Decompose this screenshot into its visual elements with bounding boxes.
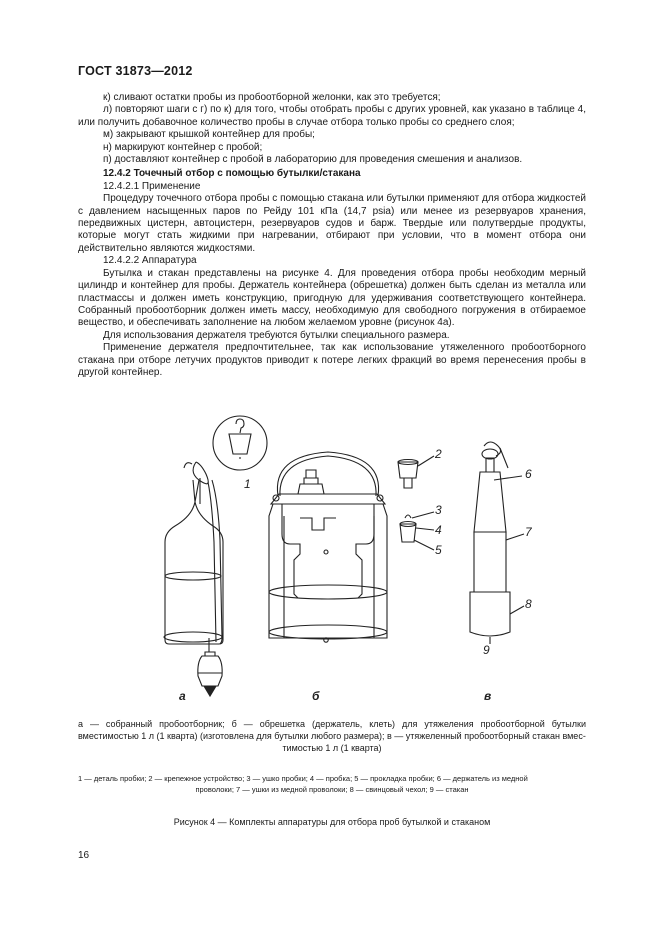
detail-1-stopper-part — [213, 416, 267, 470]
legend-line-2: проволоки; 7 — ушки из медной проволоки; 8 — свинцовый чехол; 9 — стакан — [195, 785, 469, 794]
label-3: 3 — [435, 503, 442, 517]
label-1: 1 — [244, 477, 251, 491]
bottle-holder-cage — [269, 452, 387, 642]
page-number: 16 — [78, 850, 90, 861]
label-4: 4 — [435, 523, 442, 537]
list-item-m: м) закрывают крышкой контейнер для пробы; — [103, 129, 315, 141]
stopper-parts — [398, 456, 434, 550]
figure-caption — [78, 718, 586, 754]
label-v: в — [484, 689, 492, 703]
label-2: 2 — [435, 447, 442, 461]
paragraph-holder: Применение держателя предпочтительнее, так как использование утяжеленного пробоотборного стакана при отборе летучих продуктов приводит к потере легких фракций во время перенесения пробы в другой контейнер. — [78, 342, 586, 378]
label-9: 9 — [483, 643, 490, 657]
list-item-n: н) маркируют контейнер с пробой; — [103, 141, 263, 153]
paragraph-bottles: Для использования держателя требуются бутылки специального размера. — [103, 329, 450, 341]
body-text — [78, 92, 586, 379]
figure-4 — [78, 408, 586, 708]
section-heading: 12.4.2 Точечный отбор с помощью бутылки/стакана — [103, 168, 361, 180]
assembled-sampler-bottle — [164, 462, 223, 696]
weighted-sampling-beaker — [470, 442, 524, 644]
label-a: а — [179, 689, 186, 703]
caption-line-1: а — собранный пробоотборник; б — обрешетка (держатель, клеть) для утяжеления пробоотборной бутылки вместимостью 1 л (1 кварта) (изготовлена для бутылки любого размера); в — утяжеленный пробоотборный стакан вмес- — [78, 719, 586, 741]
label-5: 5 — [435, 543, 442, 557]
paragraph-apparatus: Бутылка и стакан представлены на рисунке 4. Для проведения отбора пробы необходим мерный цилиндр и контейнер для пробы. Держатель контейнера (обрешетка) должен быть сделан из металла или пластмассы и должен иметь конструкцию, пригодную для удерживания соответствующего контейнера. Собранный пробоотборник должен иметь массу, необходимую для свободного погружения в отбираемое вещество, и обеспечивать заполнение на любом желаемом уровне (рисунок 4а). — [78, 267, 586, 329]
figure-title: Рисунок 4 — Комплекты аппаратуры для отбора проб бутылкой и стаканом — [173, 817, 491, 827]
subsection-heading-apparatus: 12.4.2.2 Аппаратура — [103, 255, 197, 267]
list-item-k: к) сливают остатки пробы из пробоотборной желонки, как это требуется; — [103, 92, 441, 103]
legend-line-1: 1 — деталь пробки; 2 — крепежное устройство; 3 — ушко пробки; 4 — пробка; 5 — прокладка пробки; 6 — держатель из медной — [78, 774, 528, 783]
caption-line-2: тимостью 1 л (1 кварта) — [282, 743, 382, 753]
label-b: б — [312, 689, 320, 703]
figure-legend — [78, 773, 586, 795]
label-8: 8 — [525, 597, 532, 611]
list-item-p: п) доставляют контейнер с пробой в лабораторию для проведения смешения и анализов. — [103, 154, 523, 166]
paragraph-application: Процедуру точечного отбора пробы с помощью стакана или бутылки применяют для отбора жидкостей с давлением насыщенных паров по Рейду 101 кПа (14,7 psia) или менее из резервуаров хранения, передвижных цистерн, автоцистерн, резервуаров судов и барж. Твердые или полутвердые продукты, которые могут стать жидкими при нагревании, отбирают при условии, что в момент отбора они действительно являются жидкостями. — [78, 193, 586, 254]
label-7: 7 — [525, 525, 532, 539]
label-6: 6 — [525, 467, 532, 481]
list-item-l: л) повторяют шаги с г) по к) для того, чтобы отобрать пробы с других уровней, как указано в таблице 4, или получить добавочное количество пробы в случае отбора только пробы со среднего слоя; — [78, 104, 586, 128]
subsection-heading-application: 12.4.2.1 Применение — [103, 180, 201, 192]
document-header: ГОСТ 31873—2012 — [78, 64, 193, 78]
